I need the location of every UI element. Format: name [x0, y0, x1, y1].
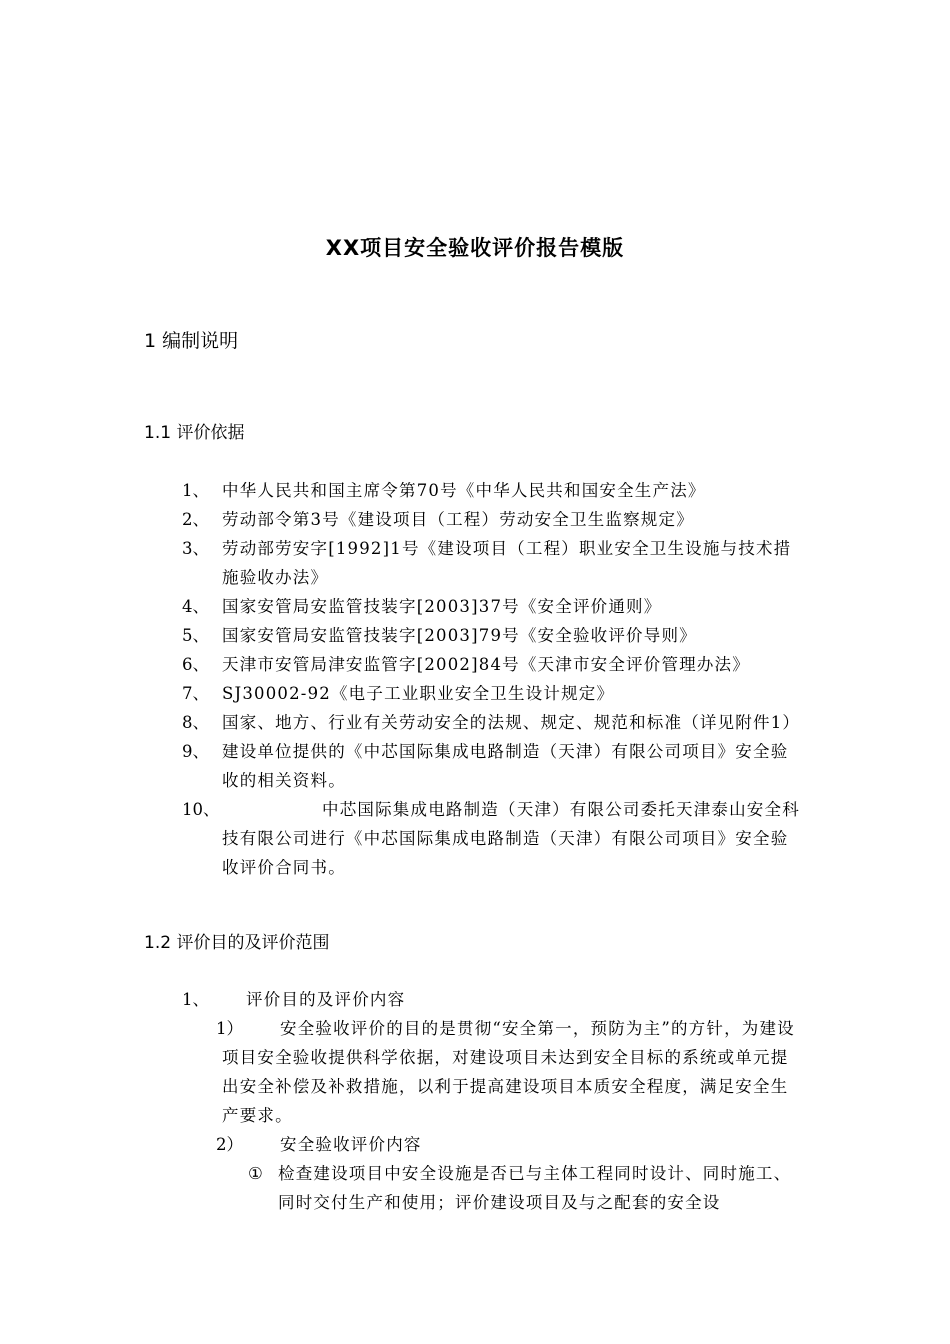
section-heading-1-1: 1.1 评价依据	[144, 423, 245, 443]
sub-item	[0, 1130, 806, 1159]
list-item-number: 10、	[182, 800, 220, 819]
sub-item	[0, 1014, 806, 1130]
list-item-number: 6、	[182, 655, 209, 674]
basis-list	[0, 476, 950, 882]
list-item-number: 7、	[182, 684, 209, 703]
list-item-text: 劳动部劳安字[1992]1号《建设项目（工程）职业安全卫生设施与技术措施验收办法》	[222, 539, 792, 587]
list-item	[0, 650, 806, 679]
list-item	[0, 476, 806, 505]
list-item-number: 1、	[182, 990, 209, 1009]
list-item-number: 1、	[182, 481, 209, 500]
list-item-text: SJ30002-92《电子工业职业安全卫生设计规定》	[222, 684, 615, 703]
list-item-text: 劳动部令第3号《建设项目（工程）劳动安全卫生监察规定》	[222, 510, 694, 529]
sub-sub-item-text: 检查建设项目中安全设施是否已与主体工程同时设计、同时施工、同时交付生产和使用；评价建设项目及与之配套的安全设	[278, 1164, 792, 1212]
list-item	[0, 505, 806, 534]
sub-item-text: 安全验收评价的目的是贯彻“安全第一，预防为主”的方针，为建设项目安全验收提供科学依据，对建设项目未达到安全目标的系统或单元提出安全补偿及补救措施，以利于提高建设项目本质安全程度，满足安全生产要求。	[222, 1019, 795, 1125]
sub-item-number: 1）	[216, 1019, 243, 1038]
list-item-text: 中芯国际集成电路制造（天津）有限公司委托天津泰山安全科技有限公司进行《中芯国际集成电路制造（天津）有限公司项目》安全验收评价合同书。	[222, 800, 800, 877]
list-item-number: 2、	[182, 510, 209, 529]
list-item-text: 国家安管局安监管技装字[2003]37号《安全评价通则》	[222, 597, 662, 616]
list-item	[0, 985, 950, 1014]
document-title: XX项目安全验收评价报告模版	[325, 236, 625, 260]
list-item-text: 评价目的及评价内容	[246, 990, 406, 1009]
list-item	[0, 708, 806, 737]
list-item-text: 建设单位提供的《中芯国际集成电路制造（天津）有限公司项目》安全验收的相关资料。	[222, 742, 789, 790]
list-item	[0, 679, 806, 708]
list-item-text: 国家安管局安监管技装字[2003]79号《安全验收评价导则》	[222, 626, 697, 645]
list-item	[0, 621, 806, 650]
list-item-number: 8、	[182, 713, 209, 732]
sub-sub-item	[0, 1159, 806, 1217]
list-item	[0, 592, 806, 621]
list-item-text: 天津市安管局津安监管字[2002]84号《天津市安全评价管理办法》	[222, 655, 750, 674]
list-item-number: 9、	[182, 742, 209, 761]
sub-sub-item-number: ①	[248, 1164, 263, 1183]
list-item-text: 中华人民共和国主席令第70号《中华人民共和国安全生产法》	[222, 481, 706, 500]
sub-item-number: 2）	[216, 1135, 243, 1154]
list-item-number: 3、	[182, 539, 209, 558]
list-item	[0, 534, 806, 592]
list-item	[0, 795, 806, 882]
section-heading-1: 1 编制说明	[144, 330, 239, 352]
sub-item-text: 安全验收评价内容	[280, 1135, 422, 1154]
purpose-section	[0, 985, 950, 1217]
list-item	[0, 737, 806, 795]
list-item-number: 5、	[182, 626, 209, 645]
list-item-text: 国家、地方、行业有关劳动安全的法规、规定、规范和标准（详见附件1）	[222, 713, 801, 732]
list-item-number: 4、	[182, 597, 209, 616]
section-heading-1-2: 1.2 评价目的及评价范围	[144, 933, 330, 953]
